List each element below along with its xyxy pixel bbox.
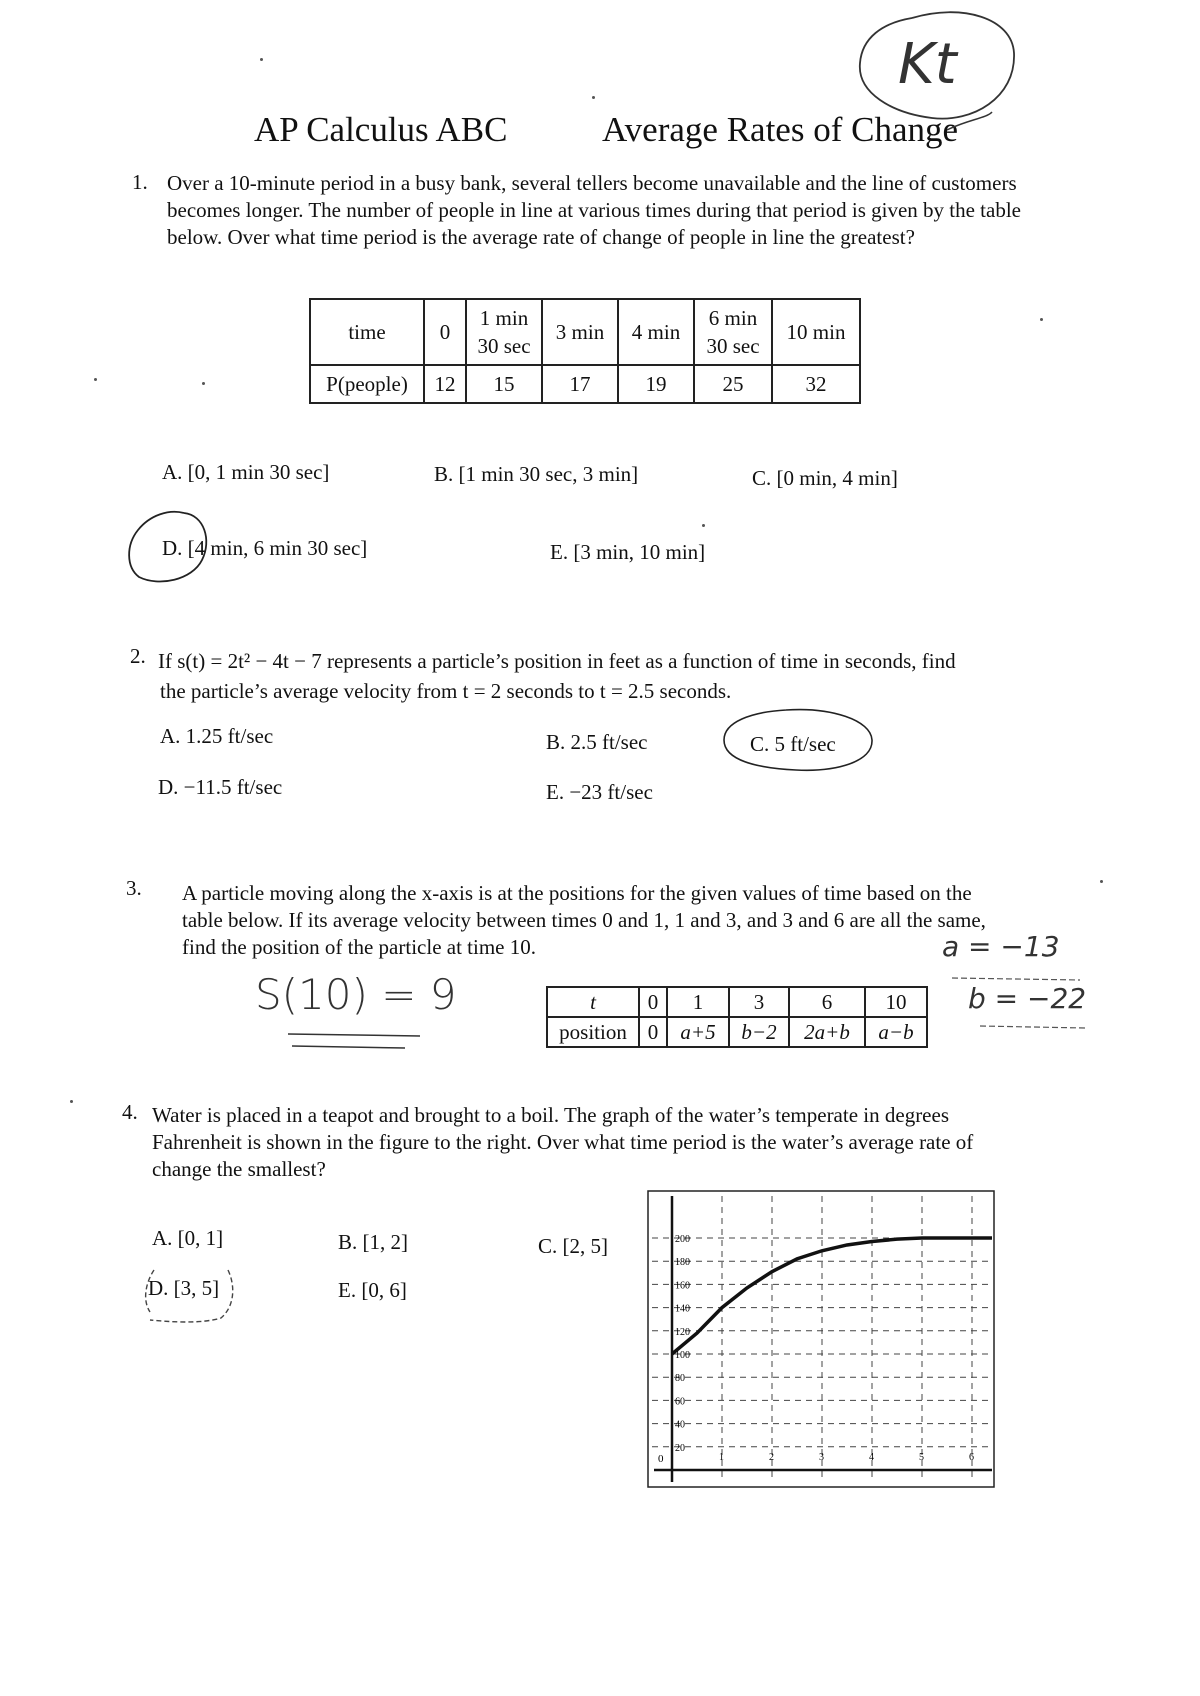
q1-text: Over a 10-minute period in a busy bank, several tellers become unavailable and the line of customers becomes longer. The number of people in line at various times during that period is given by the table below. Over what time period is the average rate of change of people in line the greatest? (167, 171, 1021, 249)
q3-handwritten-answer: S(10) = 9 (255, 970, 457, 1019)
q1-table-people-cell: 25 (694, 365, 772, 403)
q2-choice-d: D. −11.5 ft/sec (158, 775, 283, 799)
y-tick-label: 40 (675, 1419, 685, 1431)
scan-speck (260, 58, 263, 61)
q1-table-people-cell: 15 (466, 365, 542, 403)
q1-table-people-cell: 19 (618, 365, 694, 403)
scan-speck (70, 1100, 73, 1103)
q1-choice-e: E. [3 min, 10 min] (550, 540, 706, 564)
q1-table-time-cell: 1 min 30 sec (466, 299, 542, 365)
q3-table-position-cell: a+5 (667, 1017, 729, 1047)
q1-table-time-cell: 6 min 30 sec (694, 299, 772, 365)
q3-table-t-label: t (547, 987, 639, 1017)
graph-frame (648, 1191, 994, 1487)
q3-table-t-cell: 0 (639, 987, 667, 1017)
q3-table-position-label: position (547, 1017, 639, 1047)
q4-choice-d: D. [3, 5] (148, 1276, 220, 1300)
y-tick-label: 120 (675, 1326, 690, 1338)
x-tick-labels (719, 1452, 974, 1463)
x-tick-label: 5 (919, 1452, 924, 1463)
q4-choice-b: B. [1, 2] (338, 1230, 408, 1254)
temperature-graph (644, 1188, 1000, 1494)
q3-table-t-cell: 1 (667, 987, 729, 1017)
q3-number: 3. (126, 876, 142, 900)
q1-table-time-cell: 4 min (618, 299, 694, 365)
q2-choice-b: B. 2.5 ft/sec (546, 730, 648, 754)
q2-answer-circle (716, 702, 881, 780)
q3-table-t-cell: 3 (729, 987, 789, 1017)
q2-number: 2. (130, 644, 146, 668)
q1-table-time-label: time (310, 299, 424, 365)
q3-table-position-cell: b−2 (729, 1017, 789, 1047)
x-tick-label: 2 (769, 1452, 774, 1463)
y-tick-label: 100 (675, 1350, 690, 1361)
course-title: AP Calculus ABC (254, 110, 508, 149)
scan-speck (702, 524, 705, 527)
q1-table-people-cell: 17 (542, 365, 618, 403)
q4-answer-circle (136, 1262, 246, 1328)
q1-choice-d: D. [4 min, 6 min 30 sec] (162, 536, 368, 560)
x-tick-label: 4 (869, 1452, 874, 1463)
q3-table-t-cell: 10 (865, 987, 927, 1017)
q3-text: A particle moving along the x-axis is at the positions for the given values of time based on the table below. If its average velocity between times 0 and 1, 1 and 3, and 3 and 6 are all the same, find the position of the particle at time 10. (182, 881, 986, 959)
q1-table-time-cell: 3 min (542, 299, 618, 365)
y-tick-label: 160 (675, 1280, 690, 1292)
q4-text: Water is placed in a teapot and brought to a boil. The graph of the water’s temperate in degrees Fahrenheit is shown in the figure to the right. Over what time period is the water’s average rate of change the smallest? (152, 1103, 974, 1181)
origin-label: 0 (658, 1453, 664, 1465)
scan-speck (94, 378, 97, 381)
q3-handwritten-b: b = −22 (968, 982, 1087, 1015)
x-tick-label: 6 (969, 1452, 974, 1463)
scan-speck (592, 96, 595, 99)
worksheet-title: Average Rates of Change (602, 110, 959, 149)
scan-speck (1100, 880, 1103, 883)
q4-choice-a: A. [0, 1] (152, 1226, 224, 1250)
q2-choice-a: A. 1.25 ft/sec (160, 724, 274, 748)
q2-text-line1: If s(t) = 2t² − 4t − 7 represents a particle’s position in feet as a function of time in seconds, find (158, 649, 956, 673)
q3-table-t-cell: 6 (789, 987, 865, 1017)
q1-choice-a: A. [0, 1 min 30 sec] (162, 460, 330, 484)
q1-table-people-cell: 32 (772, 365, 860, 403)
q1-choice-b: B. [1 min 30 sec, 3 min] (434, 462, 639, 486)
corner-mark: Kt (898, 32, 957, 97)
q4-number: 4. (122, 1100, 138, 1124)
x-tick-label: 1 (719, 1452, 724, 1463)
q1-answer-circle (124, 505, 214, 590)
y-tick-label: 80 (675, 1373, 685, 1385)
y-tick-label: 20 (675, 1442, 685, 1454)
y-tick-label: 60 (675, 1396, 685, 1408)
scan-speck (1040, 318, 1043, 321)
q3-table-position-cell: 0 (639, 1017, 667, 1047)
q4-choice-c: C. [2, 5] (538, 1234, 608, 1258)
y-tick-label: 180 (675, 1257, 690, 1269)
q1-table-people-label: P(people) (310, 365, 424, 403)
y-tick-label: 140 (675, 1303, 690, 1315)
q1-number: 1. (132, 170, 148, 194)
q4-choice-e: E. [0, 6] (338, 1278, 407, 1302)
q1-table-time-cell: 0 (424, 299, 466, 365)
q3-handwritten-a: a = −13 (942, 930, 1060, 963)
q1-table-people-cell: 12 (424, 365, 466, 403)
q3-table (546, 986, 928, 1048)
q3-table-position-cell: 2a+b (789, 1017, 865, 1047)
scan-speck (202, 382, 205, 385)
q3-table-position-cell: a−b (865, 1017, 927, 1047)
q2-choice-c: C. 5 ft/sec (750, 732, 836, 756)
q2-text-line2: the particle’s average velocity from t = 2 seconds to t = 2.5 seconds. (160, 679, 732, 703)
temperature-curve (672, 1238, 992, 1354)
q1-choice-c: C. [0 min, 4 min] (752, 466, 898, 490)
x-tick-label: 3 (819, 1452, 824, 1463)
q1-table (309, 298, 861, 404)
q3-side-lines (950, 968, 1090, 1038)
q1-table-time-cell: 10 min (772, 299, 860, 365)
y-tick-label: 200 (675, 1234, 690, 1245)
q2-choice-e: E. −23 ft/sec (546, 780, 653, 804)
q3-answer-underline (280, 1026, 430, 1054)
